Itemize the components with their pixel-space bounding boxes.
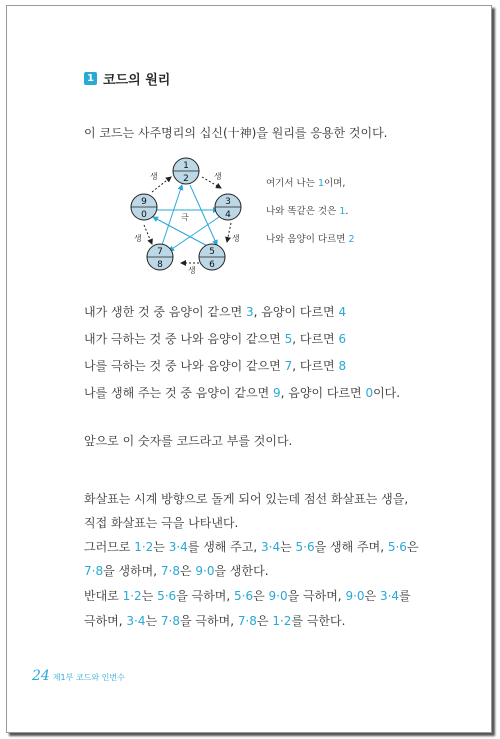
saeng-label-1: 생 bbox=[150, 172, 158, 181]
node-bottom-label: 6 bbox=[209, 260, 215, 270]
section-heading bbox=[84, 69, 170, 88]
diagram-node-5-6 bbox=[199, 244, 225, 270]
section-title: 코드의 원리 bbox=[103, 73, 171, 88]
note-3: 나와 음양이 다르면 2 bbox=[266, 234, 355, 245]
diagram-node-1-2 bbox=[173, 158, 199, 184]
diagram-node-7-8 bbox=[147, 244, 173, 270]
rule-line-4: 나를 생해 주는 것 중 음양이 같으면 9, 음양이 다르면 0이다. bbox=[84, 386, 401, 400]
diagram-node-9-0 bbox=[131, 194, 157, 220]
running-title: 제1부 코드와 인번수 bbox=[52, 673, 125, 682]
code-sentence: 앞으로 이 숫자를 코드라고 부를 것이다. bbox=[84, 434, 293, 448]
saeng-line-2: 7·8을 생하며, 7·8은 9·0을 생한다. bbox=[84, 564, 269, 578]
rule-line-3: 나를 극하는 것 중 나와 음양이 같으면 7, 다르면 8 bbox=[84, 359, 347, 373]
node-bottom-label: 0 bbox=[141, 210, 147, 220]
saeng-line-1: 그러므로 1·2는 3·4를 생해 주고, 3·4는 5·6을 생해 주며, 5·6은 bbox=[84, 540, 419, 554]
node-top-label: 1 bbox=[183, 161, 189, 171]
geuk-line-1: 반대로 1·2는 5·6을 극하며, 5·6은 9·0을 극하며, 9·0은 3·4를 bbox=[84, 589, 411, 603]
saeng-label-3: 생 bbox=[232, 234, 240, 243]
note-2: 나와 똑같은 것은 1. bbox=[266, 206, 349, 217]
note-1: 여기서 나는 1이며, bbox=[266, 178, 346, 189]
node-top-label: 5 bbox=[209, 247, 215, 257]
rule-line-1: 내가 생한 것 중 음양이 같으면 3, 음양이 다르면 4 bbox=[84, 305, 347, 319]
node-bottom-label: 2 bbox=[183, 174, 189, 184]
diagram-node-3-4 bbox=[215, 194, 241, 220]
arrows-paragraph-line-1: 화살표는 시계 방향으로 돌게 되어 있는데 점선 화살표는 생을, bbox=[84, 492, 409, 506]
node-bottom-label: 4 bbox=[225, 210, 231, 220]
saeng-label-4: 생 bbox=[188, 266, 196, 275]
page-footer bbox=[32, 668, 125, 684]
node-top-label: 9 bbox=[141, 197, 147, 207]
rule-line-2: 내가 극하는 것 중 나와 음양이 같으면 5, 다르면 6 bbox=[84, 332, 347, 346]
geuk-line-2: 극하며, 3·4는 7·8을 극하며, 7·8은 1·2를 극한다. bbox=[84, 614, 346, 628]
section-number-badge: 1 bbox=[84, 72, 97, 85]
code-cycle-diagram bbox=[126, 155, 246, 275]
geuk-label: 극 bbox=[181, 213, 189, 222]
node-bottom-label: 8 bbox=[157, 260, 163, 270]
page-number: 24 bbox=[32, 668, 50, 684]
saeng-label-2: 생 bbox=[214, 172, 222, 181]
node-top-label: 3 bbox=[225, 197, 231, 207]
saeng-label-5: 생 bbox=[134, 234, 142, 243]
arrows-paragraph-line-2: 직접 화살표는 극을 나타낸다. bbox=[84, 516, 239, 530]
intro-text: 이 코드는 사주명리의 십신(十神)을 원리를 응용한 것이다. bbox=[84, 126, 388, 140]
node-top-label: 7 bbox=[157, 247, 163, 257]
